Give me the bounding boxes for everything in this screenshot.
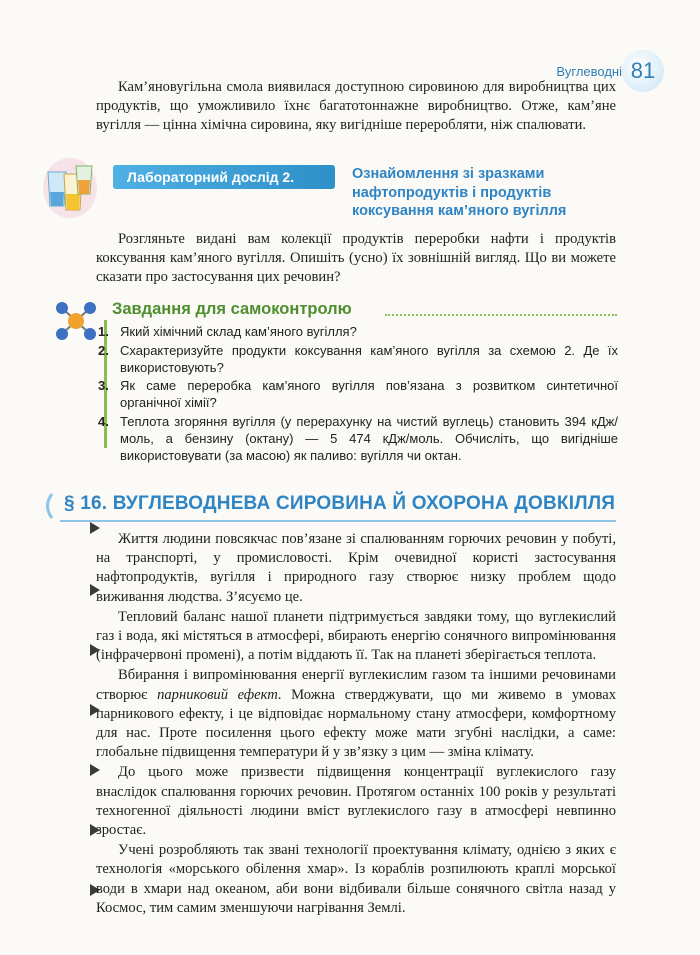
lab-flasks-icon [40,152,98,222]
body-paragraph: До цього може призвести підвищення концентрації вуглекислого газу внаслідок спалювання горючих речовин. Протягом останніх 100 років у результаті техногенної діяльності людини вміст вуглекислого газу в атмосфері невпинно зростає. [96,764,616,839]
intro-paragraph: Кам’яновугільна смола виявилася доступною сировиною для виробництва цих продуктів, що уможливило їхнє багатотоннажне виробництво. Отже, кам’яне вугілля — цінна хімічна сировина, яку вигідніше переробляти, ніж спалювати. [96,79,616,134]
body-paragraph: Життя людини повсякчас пов’язане зі спалюванням горючих речовин у побуті, на транспорті, у промисловості. Крім очевидної користі застосування нафтопродуктів, вугілля і природного газу створює низку проблем щодо виживання людства. З’ясуємо це. [96,531,616,605]
question-item [96,378,618,412]
self-control-questions [96,324,618,466]
question-text: Схарактеризуйте продукти коксування кам’яного вугілля за схемою 2. Де їх використовують? [120,342,618,375]
heading-dotted-rule [385,314,617,316]
question-number: 1. [98,324,109,339]
question-item [96,414,618,464]
lab-instructions: Розгляньте видані вам колекції продуктів переробки нафти і продуктів коксування кам’яного вугілля. Опишіть (усно) їх зовнішній вигляд. Що ви можете сказати про застосування цих речовин? [96,231,616,286]
lab-experiment-label: Лабораторний дослід 2. [113,165,335,189]
lab-title-line: Ознайомлення зі зразками [352,166,545,182]
body-paragraph [96,666,616,762]
question-text: Який хімічний склад кам’яного вугілля? [120,324,357,339]
question-number: 4. [98,413,109,429]
page-number: 81 [622,50,664,92]
question-number: 3. [98,378,109,394]
key-term: парниковий ефект [157,686,278,703]
paragraph-text: . Можна стверджувати, що ми живемо в умовах парникового ефекту, і це відповідає нормальному стану атмосфери, комфортному для нас. Проте посилення цього ефекту може мати згубні наслідки, а саме: глобальне підвищення температури й у зв’язку з цим — зміна клімату. [96,686,616,761]
section-title-rule [60,520,616,522]
question-text: Як саме переробка кам’яного вугілля пов’язана з розвитком синтетичної органічної хімії? [120,378,618,411]
self-control-heading: Завдання для самоконтролю [112,300,352,318]
question-number: 2. [98,342,109,358]
lab-experiment-title [352,165,612,221]
section-body [96,530,616,919]
section-title: § 16. ВУГЛЕВОДНЕВА СИРОВИНА Й ОХОРОНА ДОВКІЛЛЯ [64,493,616,514]
section-bracket-icon [40,492,54,520]
question-item [96,324,618,341]
question-item [96,343,618,377]
lab-title-line: коксування кам’яного вугілля [352,203,567,219]
lab-title-line: нафтопродуктів і продуктів [352,184,552,201]
question-text: Теплота згоряння вугілля (у перерахунку на чистий вуглець) становить 394 кДж/моль, а бензину (октану) — 5 474 кДж/моль. Обчисліть, що вигідніше використовувати (за масою) як паливо: вугілля чи октан. [120,413,618,463]
running-head: Вуглеводні [556,64,622,79]
body-paragraph: Тепловий баланс нашої планети підтримується завдяки тому, що вуглекислий газ і вода, які містяться в атмосфері, вбирають енергію сонячного випромінювання (інфрачервоні промені), а потім віддають її. Так на планеті зберігається теплота. [96,608,616,664]
body-paragraph: Учені розробляють так звані технології проектування клімату, однією з яких є технологія «морського обілення хмар». Із кораблів розпилюють краплі морської води в хмари над океаном, аби вони відбивали більше сонячного світла назад у Космос, тим самим зменшуючи нагрівання Землі. [96,842,616,916]
paragraph-text: Вбирання і випромінювання енергії вуглекислим газом та іншими речовинами створює [96,667,616,703]
molecule-icon [52,298,100,344]
